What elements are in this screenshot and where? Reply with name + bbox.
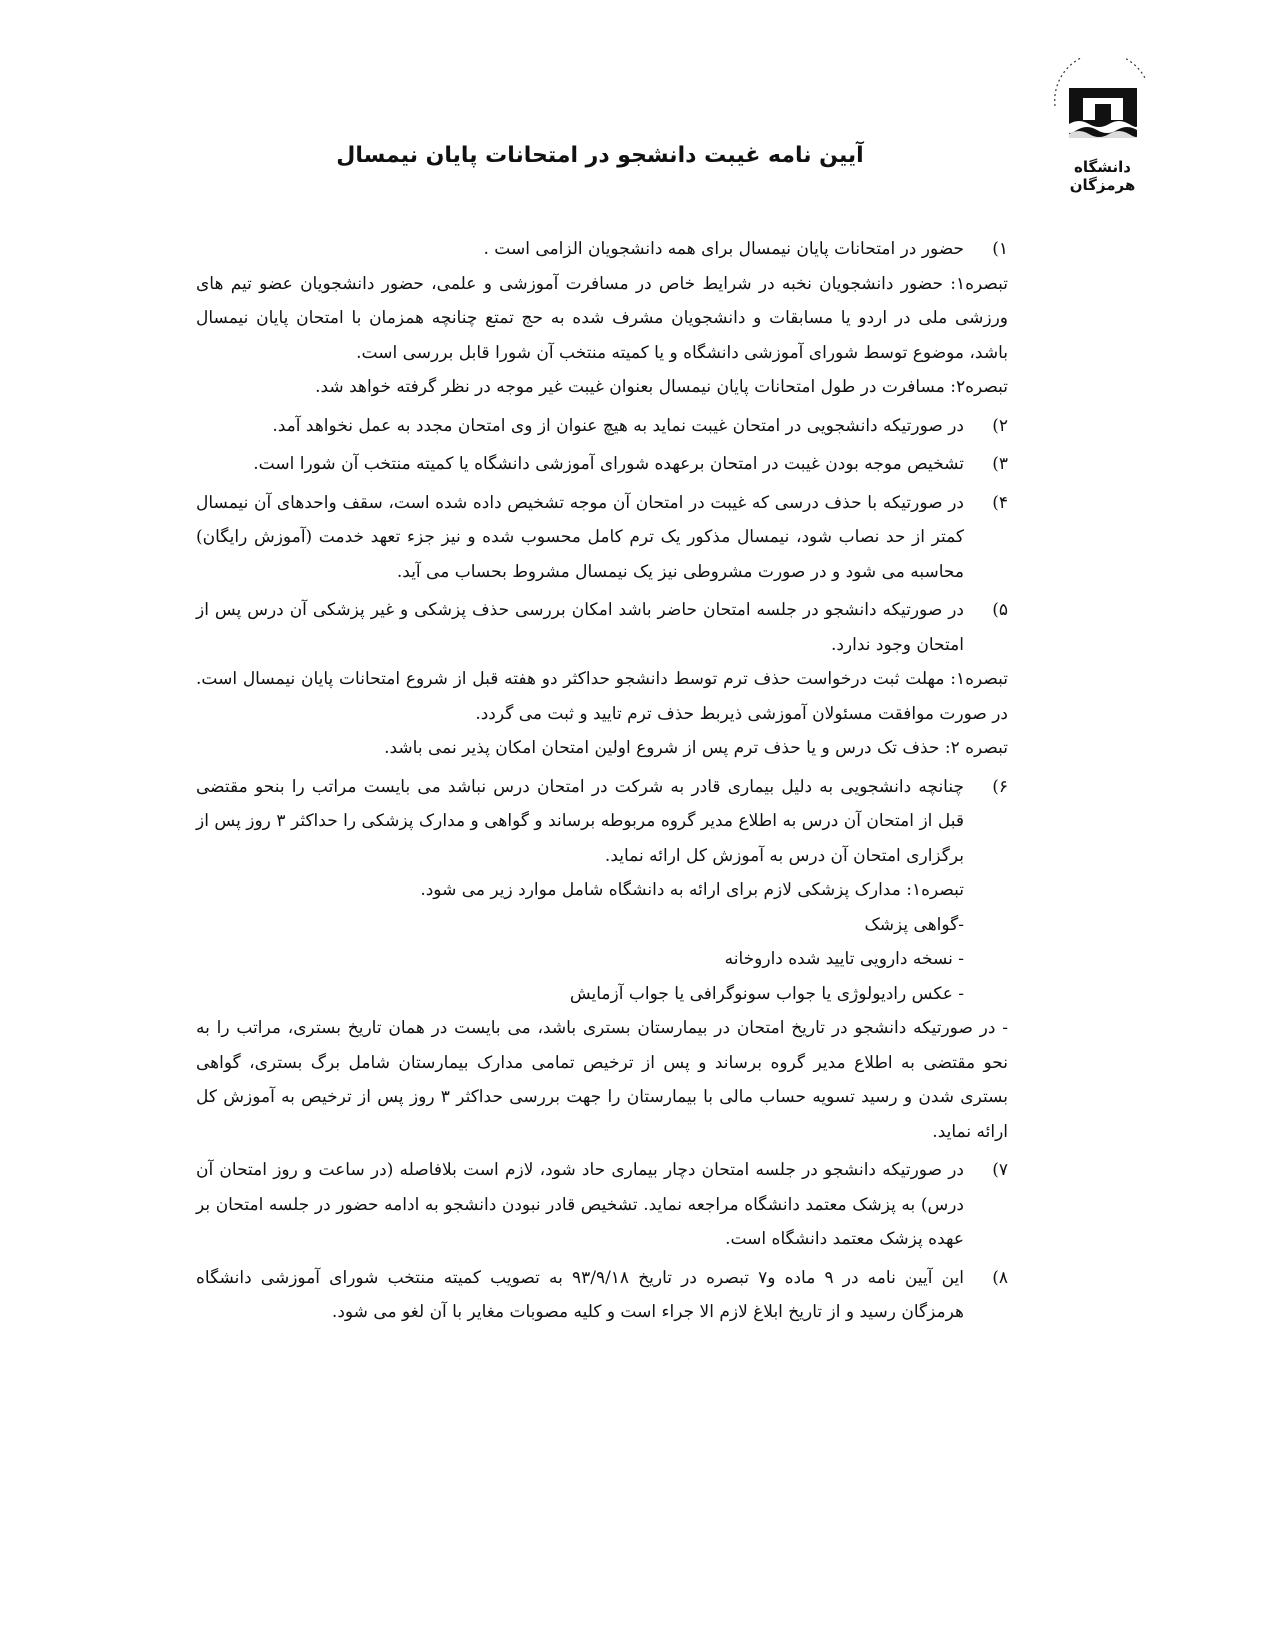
note: تبصره ۲: حذف تک درس و یا حذف ترم پس از شروع اولین امتحان امکان پذیر نمی باشد. xyxy=(384,738,1008,758)
note: تبصره۱: مهلت ثبت درخواست حذف ترم توسط دانشجو حداکثر دو هفته قبل از شروع امتحانات پایان نیمسال است. در صورت موافقت مسئولان آموزشی ذیربط حذف ترم تایید و ثبت می گردد. xyxy=(196,669,1008,724)
article-notes xyxy=(196,1011,1008,1149)
article-1 xyxy=(196,232,1008,405)
article-number: ۶) xyxy=(992,776,1008,797)
article-number: ۷) xyxy=(992,1160,1008,1180)
article-text: حضور در امتحانات پایان نیمسال برای همه دانشجویان الزامی است . xyxy=(483,239,964,259)
article-number: ۱) xyxy=(992,239,1008,259)
university-logo xyxy=(1045,58,1160,194)
article-2 xyxy=(196,409,1008,444)
article-text: در صورتیکه دانشجو در جلسه امتحان حاضر باشد امکان بررسی حذف پزشکی و غیر پزشکی آن درس پس از امتحان وجود ندارد. xyxy=(196,600,964,655)
note: تبصره۱: حضور دانشجویان نخبه در شرایط خاص در مسافرت آموزشی و علمی، حضور دانشجویان عضو تیم های ورزشی ملی در اردو یا مسابقات و دانشجویان مشرف شده به حج تمتع چنانچه همزمان با امتحان پایان نیمسال باشد، موضوع توسط شورای آموزشی دانشگاه و یا کمیته منتخب آن شورا قابل بررسی است. xyxy=(196,273,1008,363)
document-title: آیین نامه غیبت دانشجو در امتحانات پایان نیمسال xyxy=(336,143,864,168)
article-number: ۸) xyxy=(992,1267,1008,1288)
article-text: چنانچه دانشجویی به دلیل بیماری قادر به شرکت در امتحان درس نباشد می بایست مراتب را بنحو مقتضی قبل از امتحان آن درس به اطلاع مدیر گروه مربوطه برساند و گواهی و مدارک پزشکی را حداکثر ۳ روز پس از برگزاری امتحان آن درس به آموزش کل ارائه نماید. xyxy=(196,776,964,866)
article-notes xyxy=(196,267,1008,405)
article-text: این آیین نامه در ۹ ماده و۷ تبصره در تاریخ ۹۳/۹/۱۸ به تصویب کمیته منتخب شورای آموزشی دانشگاه هرمزگان رسید و از تاریخ ابلاغ لازم الا جراء است و کلیه مصوبات مغایر با آن لغو می شود. xyxy=(196,1267,964,1322)
article-7 xyxy=(196,1153,1008,1257)
note: - در صورتیکه دانشجو در تاریخ امتحان در بیمارستان بستری باشد، می بایست در همان تاریخ بستری، مراتب را به نحو مقتضی به اطلاع مدیر گروه برساند و پس از ترخیص تمامی مدارک بیمارستان شامل برگ بستری، گواهی بستری شدن و رسید تسویه حساب مالی با بیمارستان را جهت بررسی حداکثر ۳ روز پس از ترخیص به آموزش کل ارائه نماید. xyxy=(196,1018,1008,1142)
article-number: ۴) xyxy=(992,492,1008,513)
university-name: دانشگاه هرمزگان xyxy=(1069,158,1136,194)
logo-emblem-icon xyxy=(1045,58,1160,158)
document-list-item: -گواهی پزشک xyxy=(864,914,964,935)
article-text: در صورتیکه دانشجو در جلسه امتحان دچار بیماری حاد شود، لازم است بلافاصله (در ساعت و روز امتحان آن درس) به پزشک معتمد دانشگاه مراجعه نماید. تشخیص قادر نبودن دانشجو به ادامه حضور در جلسه امتحان بر عهده پزشک معتمد دانشگاه است. xyxy=(196,1160,964,1249)
note: تبصره۱: مدارک پزشکی لازم برای ارائه به دانشگاه شامل موارد زیر می شود. xyxy=(420,880,964,900)
article-number: ۲) xyxy=(992,415,1008,436)
article-notes xyxy=(196,662,1008,766)
article-text: در صورتیکه دانشجویی در امتحان غیبت نماید به هیچ عنوان از وی امتحان مجدد به عمل نخواهد آمد. xyxy=(272,415,964,436)
article-3 xyxy=(196,447,1008,482)
article-5 xyxy=(196,593,1008,766)
document-list-item: - عکس رادیولوژی یا جواب سونوگرافی یا جواب آزمایش xyxy=(569,983,964,1004)
document-list-item: - نسخه دارویی تایید شده داروخانه xyxy=(724,949,964,969)
note: تبصره۲: مسافرت در طول امتحانات پایان نیمسال بعنوان غیبت غیر موجه در نظر گرفته خواهد شد. xyxy=(315,377,1008,397)
article-text: تشخیص موجه بودن غیبت در امتحان برعهده شورای آموزشی دانشگاه یا کمیته منتخب آن شورا است. xyxy=(253,454,964,474)
article-number: ۳) xyxy=(992,454,1008,474)
article-4 xyxy=(196,486,1008,590)
article-8 xyxy=(196,1261,1008,1330)
regulation-body xyxy=(196,232,1008,1334)
article-number: ۵) xyxy=(992,600,1008,620)
article-text: در صورتیکه با حذف درسی که غیبت در امتحان آن موجه تشخیص داده شده است، سقف واحدهای آن نیمسال کمتر از حد نصاب شود، نیمسال مذکور یک ترم کامل محسوب شده و نیز جزء تعهد خدمت (آموزش رایگان) محاسبه می شود و در صورت مشروطی نیز یک نیمسال مشروط بحساب می آید. xyxy=(196,492,964,582)
article-6 xyxy=(196,770,1008,1150)
